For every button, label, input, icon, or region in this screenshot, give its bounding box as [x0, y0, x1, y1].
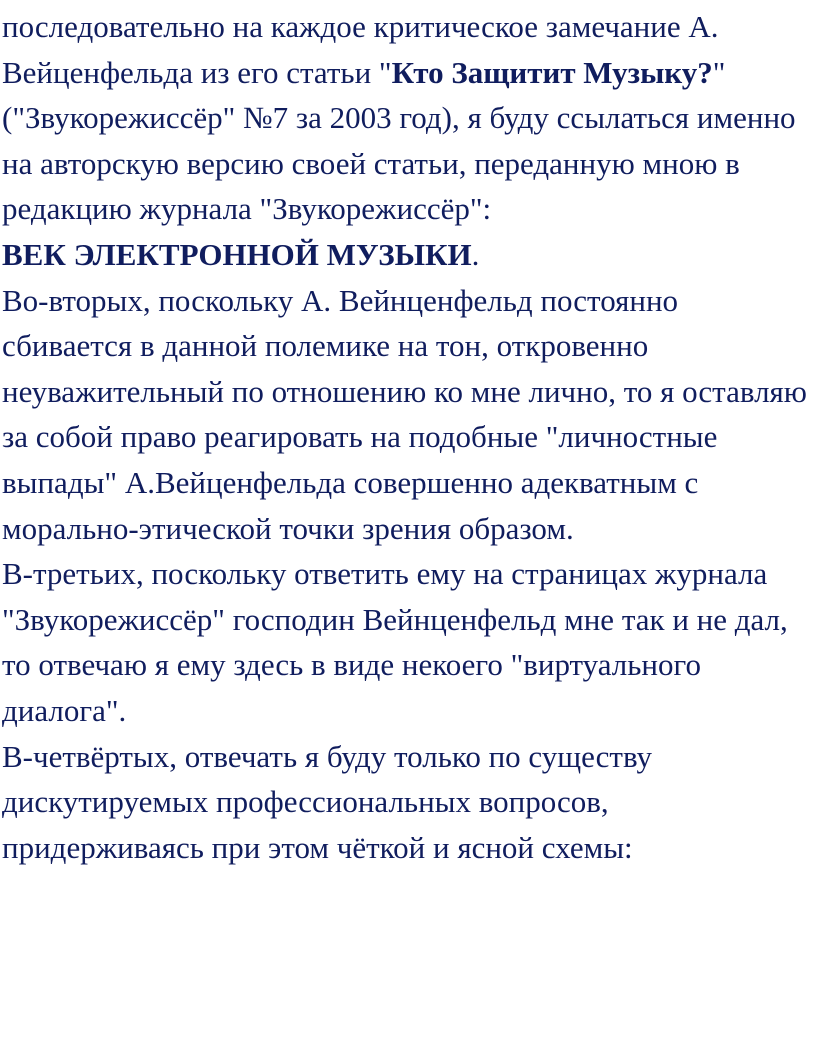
article-title: Кто Защитит Музыку?	[391, 54, 713, 90]
intro-paragraph	[2, 4, 814, 232]
section-heading-punct: .	[471, 236, 480, 272]
section-heading-title: ВЕК ЭЛЕКТРОННОЙ МУЗЫКИ	[2, 236, 472, 272]
intro-text: последовательно на каждое критическое замечание А. Вейценфельда из его статьи "	[2, 9, 719, 90]
paragraph-fourthly: В-четвёртых, отвечать я буду только по существу дискутируемых профессиональных вопросов, придерживаясь при этом чёткой и ясной схемы:	[2, 738, 653, 865]
paragraph-secondly: Во-вторых, поскольку А. Вейнценфельд постоянно сбивается в данной полемике на тон, откровенно неуважительный по отношению ко мне лично, то я оставляю за собой право реагировать на подобные "личностные выпады" А.Вейценфельда совершенно адекватным с морально-этической точки зрения образом.	[2, 282, 807, 546]
section-heading	[2, 232, 814, 278]
intro-text-continued: " ("Звукорежиссёр" №7 за 2003 год), я буду ссылаться именно на авторскую версию своей статьи, переданную мною в редакцию журнала "Звукорежиссёр":	[2, 54, 796, 227]
paragraph-thirdly: В-третьих, поскольку ответить ему на страницах журнала "Звукорежиссёр" господин Вейнценфельд мне так и не дал, то отвечаю я ему здесь в виде некоего "виртуального диалога".	[2, 556, 788, 728]
